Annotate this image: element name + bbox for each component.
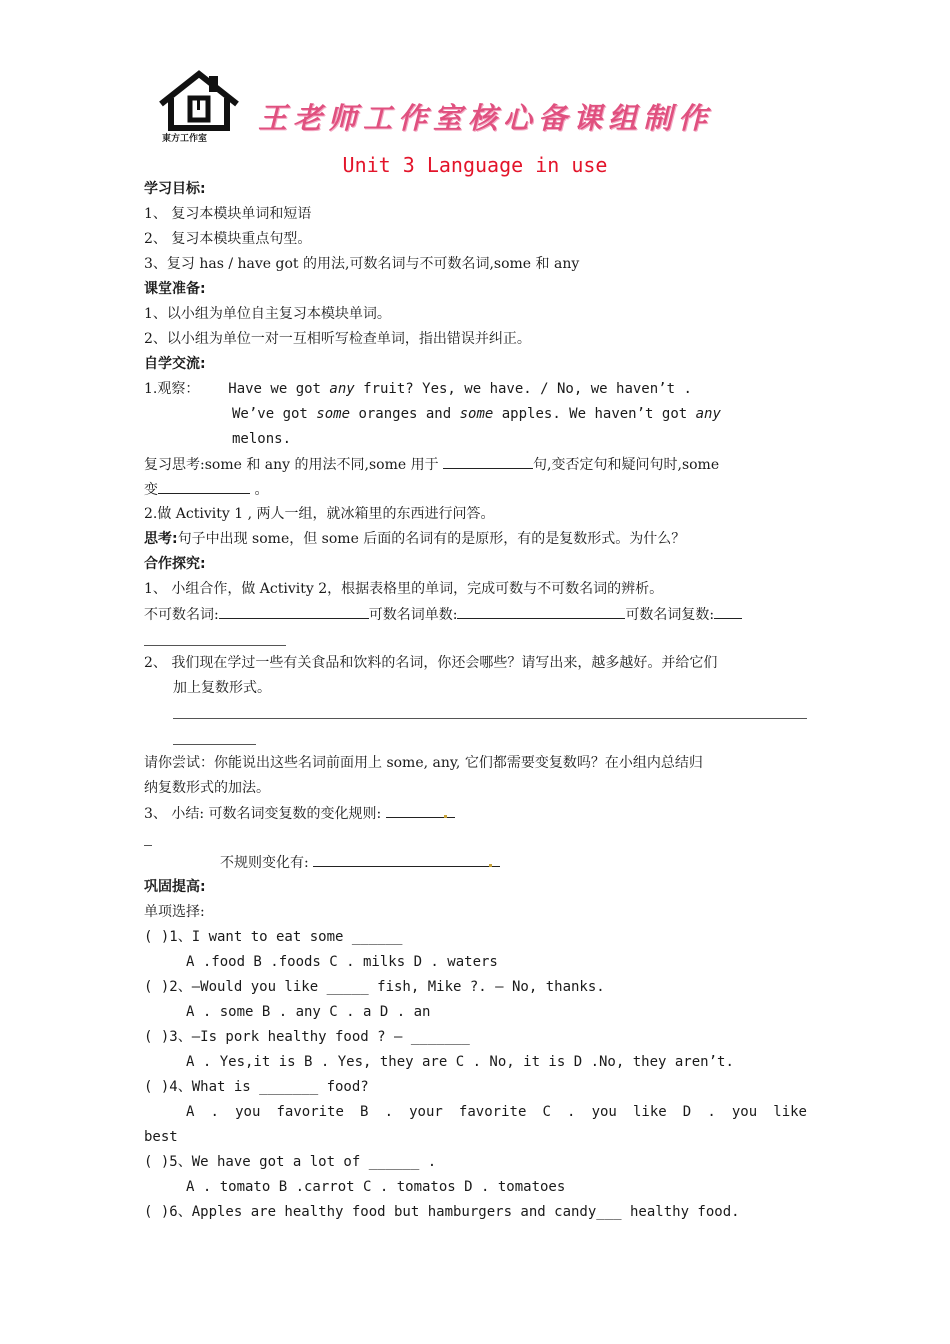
activity-1-line: 2.做 Activity 1 , 两人一组，就冰箱里的东西进行问答。: [144, 506, 495, 522]
section-heading-goals: 学习目标:: [144, 181, 206, 197]
observe-text: We’ve got: [232, 406, 317, 422]
irregular-label: 不规则变化有:: [220, 855, 314, 871]
answer-blank[interactable]: [158, 479, 250, 494]
countable-singular-blank[interactable]: [457, 604, 625, 619]
irregular-line: [220, 852, 500, 873]
countable-plural-label: 可数名词复数:: [625, 607, 715, 623]
section-heading-self-study: 自学交流:: [144, 356, 206, 372]
prep-item-1: 1、以小组为单位自主复习本模块单词。: [144, 306, 391, 322]
question-5-options: A . tomato B .carrot C . tomatos D . tomatoes: [186, 1179, 566, 1195]
observe-emphasis: some: [316, 406, 351, 422]
observe-emphasis: some: [459, 406, 494, 422]
section-heading-cooperate: 合作探究:: [144, 556, 206, 572]
question-4-options: A . you favorite B . your favorite C . you like D . you like: [186, 1104, 807, 1120]
answer-line[interactable]: [173, 718, 807, 719]
summary-blank[interactable]: [386, 803, 444, 818]
goal-item-2: 2、 复习本模块重点句型。: [144, 231, 312, 247]
section-heading-consolidate: 巩固提高:: [144, 879, 206, 895]
page-title: Unit 3 Language in use: [342, 153, 608, 177]
review-text: 。: [250, 482, 269, 498]
noun-classification-line: [144, 604, 742, 625]
think-line: [144, 529, 685, 549]
question-4-options-cont: best: [144, 1129, 178, 1145]
review-text: 复习思考:some 和 any 的用法不同,some 用于: [144, 457, 444, 473]
coop-item-3: [144, 803, 455, 824]
think-label: 思考:: [144, 531, 178, 547]
observe-text: oranges and: [350, 406, 460, 422]
uncountable-label: 不可数名词:: [144, 607, 219, 623]
question-3: ( )3、—Is pork healthy food ? — _______: [144, 1029, 470, 1045]
review-text: 变: [144, 482, 158, 498]
question-6: ( )6、Apples are healthy food but hamburgers and candy___ healthy food.: [144, 1204, 740, 1220]
choice-subheading: 单项选择:: [144, 904, 205, 920]
question-1: ( )1、I want to eat some ______: [144, 929, 403, 945]
irregular-blank[interactable]: [313, 852, 489, 867]
answer-blank[interactable]: [443, 454, 533, 469]
try-line: 请你尝试：你能说出这些名词前面用上 some, any, 它们都需要变复数吗？在小组内总结归: [144, 755, 703, 771]
observe-text: fruit? Yes, we have. / No, we haven’t .: [354, 381, 692, 397]
goal-item-3: 3、复习 has / have got 的用法,可数名词与不可数名词,some 和 any: [144, 256, 580, 272]
section-heading-prep: 课堂准备:: [144, 281, 206, 297]
observe-emphasis: any: [695, 406, 721, 422]
question-5: ( )5、We have got a lot of ______ .: [144, 1154, 437, 1170]
studio-banner: 王老师工作室核心备课组制作: [258, 101, 714, 135]
countable-plural-blank[interactable]: [714, 604, 742, 619]
goal-item-1: 1、 复习本模块单词和短语: [144, 206, 312, 222]
coop-item-1: 1、 小组合作，做 Activity 2，根据表格里的单词，完成可数与不可数名词的辨析。: [144, 581, 664, 597]
observe-line-2: [232, 404, 808, 424]
review-line-2: [144, 479, 268, 500]
try-line-2: 纳复数形式的加法。: [144, 780, 270, 796]
summary-text: 3、 小结: 可数名词变复数的变化规则:: [144, 806, 386, 822]
observe-emphasis: any: [329, 381, 355, 397]
observe-line-1: [144, 379, 692, 399]
review-text: 句,变否定句和疑问句时,some: [533, 457, 720, 473]
observe-text: apples. We haven’t got: [493, 406, 696, 422]
observe-label: 1.观察：: [144, 381, 200, 397]
answer-line[interactable]: [144, 645, 286, 646]
question-1-options: A .food B .foods C . milks D . waters: [186, 954, 498, 970]
coop-item-2-cont: 加上复数形式。: [173, 680, 271, 696]
question-2-options: A . some B . any C . a D . an: [186, 1004, 431, 1020]
question-3-options: A . Yes,it is B . Yes, they are C . No, it is D .No, they aren’t.: [186, 1054, 734, 1070]
answer-line[interactable]: [173, 744, 256, 745]
logo-caption: 東方工作室: [162, 134, 208, 144]
answer-line: [144, 845, 152, 846]
review-line: [144, 454, 719, 475]
observe-line-3: melons.: [232, 431, 292, 447]
observe-text: Have we got: [228, 381, 330, 397]
question-4: ( )4、What is _______ food?: [144, 1079, 369, 1095]
question-2: ( )2、—Would you like _____ fish, Mike ?. — No, thanks.: [144, 979, 605, 995]
coop-item-2: 2、 我们现在学过一些有关食品和饮料的名词，你还会哪些？请写出来，越多越好。并给它们: [144, 655, 718, 671]
countable-singular-label: 可数名词单数:: [368, 607, 458, 623]
prep-item-2: 2、以小组为单位一对一互相听写检查单词，指出错误并纠正。: [144, 331, 531, 347]
uncountable-blank[interactable]: [219, 604, 369, 619]
think-text: 句子中出现 some，但 some 后面的名词有的是原形，有的是复数形式。为什么？: [177, 531, 686, 547]
